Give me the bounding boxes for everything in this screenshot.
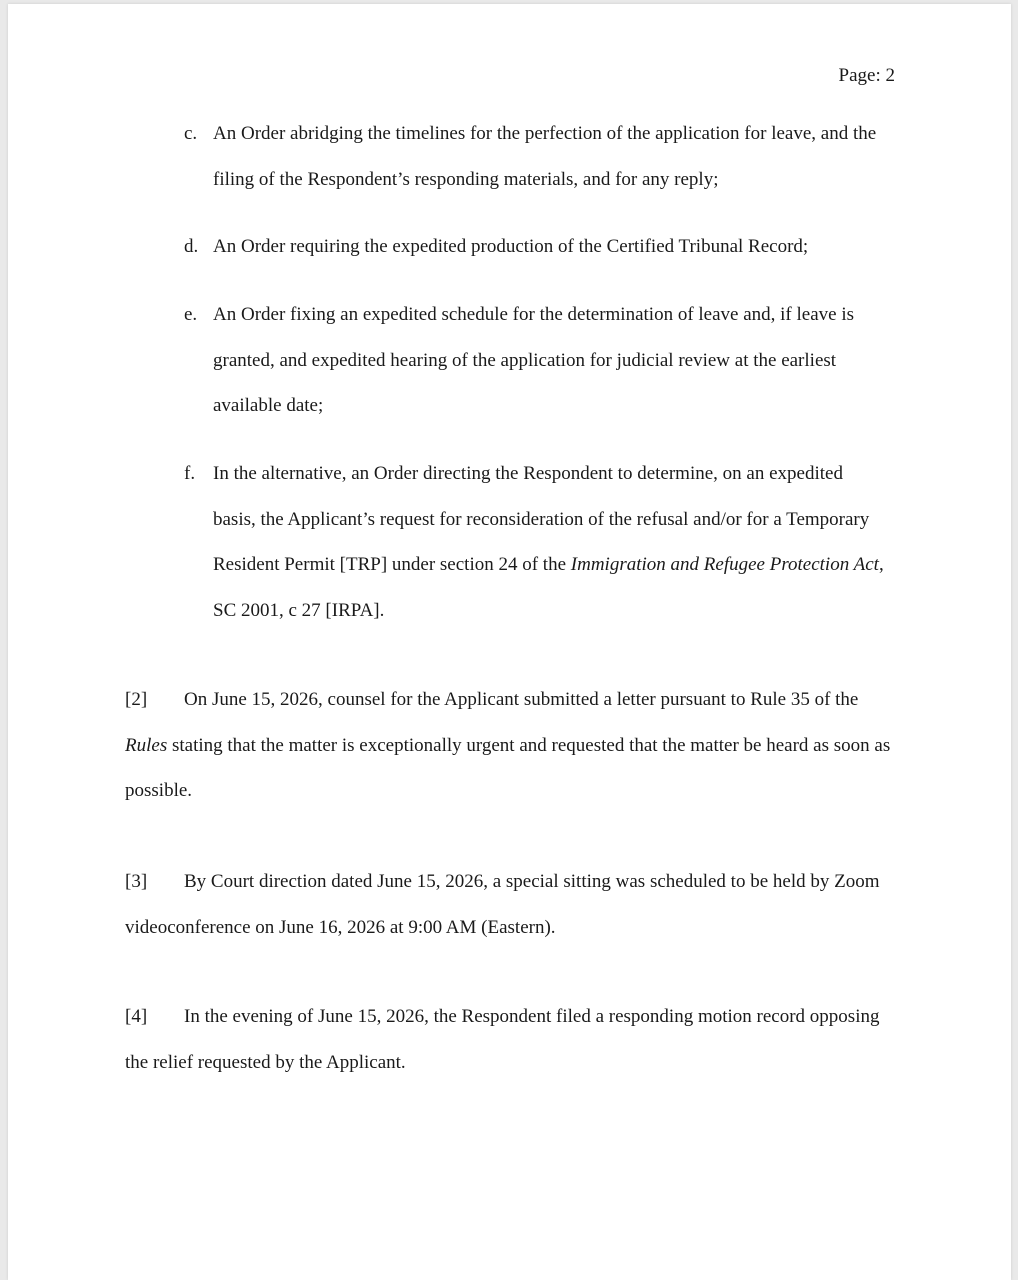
paragraph-number: [2]: [125, 689, 148, 710]
document-page: [8, 4, 1011, 1280]
text-segment: , SC 2001, c 27 [IRPA].: [213, 554, 884, 621]
list-marker: d.: [184, 236, 199, 257]
list-marker: e.: [184, 304, 198, 325]
page-number: Page: 2: [838, 65, 895, 86]
list-marker: c.: [184, 123, 198, 144]
list-item-text: An Order abridging the timelines for the perfection of the application for leave, and the filing of the Respondent’s responding materials, and for any reply;: [213, 123, 877, 190]
paragraph-text: By Court direction dated June 15, 2026, a special sitting was scheduled to be held by Zoom videoconference on June 16, 2026 at 9:00 AM (Eastern).: [125, 871, 880, 938]
paragraph-3: [125, 859, 895, 950]
paragraph-4: [125, 994, 895, 1085]
list-item-text: [213, 451, 885, 633]
paragraph-2: [125, 677, 895, 814]
text-segment: On June 15, 2026, counsel for the Applicant submitted a letter pursuant to Rule 35 of the: [184, 689, 859, 710]
text-segment: In the alternative, an Order directing the Respondent to determine, on an expedited basis, the Applicant’s request for reconsideration of the refusal and/or for a Temporary Resident Permit [TRP] under section 24 of the: [213, 463, 870, 575]
list-item-text: An Order fixing an expedited schedule for the determination of leave and, if leave is granted, and expedited hearing of the application for judicial review at the earliest available date;: [213, 304, 855, 416]
paragraph-number: [4]: [125, 1006, 148, 1027]
paragraph-number: [3]: [125, 871, 148, 892]
statute-title: Immigration and Refugee Protection Act: [570, 554, 879, 575]
text-segment: stating that the matter is exceptionally urgent and requested that the matter be heard as soon as possible.: [125, 734, 891, 801]
list-item-text: An Order requiring the expedited production of the Certified Tribunal Record;: [213, 236, 809, 257]
list-marker: f.: [184, 463, 196, 484]
paragraph-text: In the evening of June 15, 2026, the Respondent filed a responding motion record opposing the relief requested by the Applicant.: [125, 1006, 880, 1073]
rules-title: Rules: [125, 734, 168, 756]
